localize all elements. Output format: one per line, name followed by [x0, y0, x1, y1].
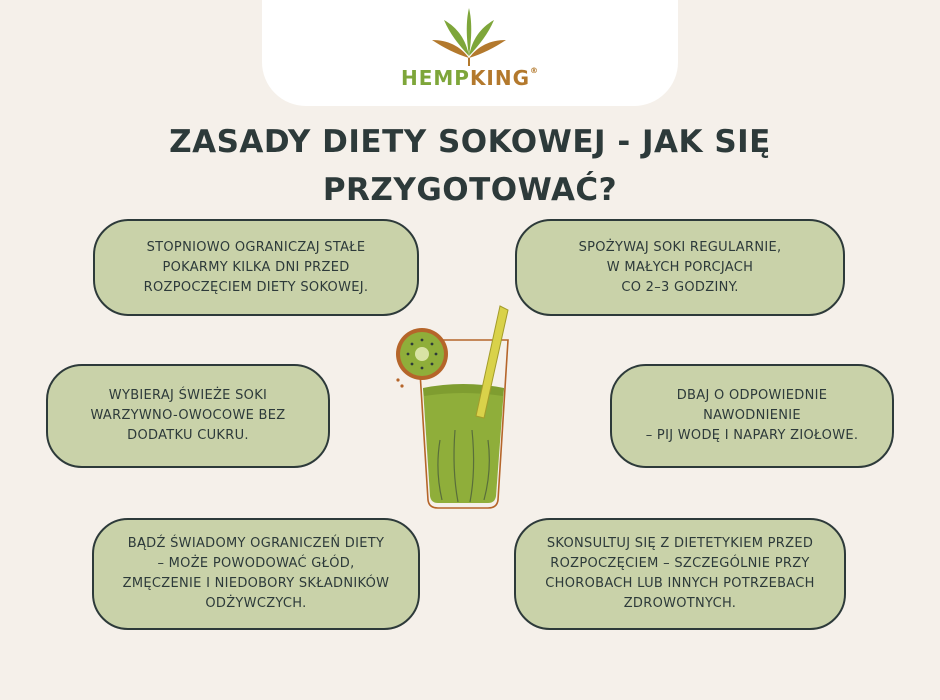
juice-glass-illustration-icon — [380, 300, 530, 510]
hemp-leaf-logo-icon — [428, 6, 510, 66]
tip-card-5: BĄDŹ ŚWIADOMY OGRANICZEŃ DIETY – MOŻE POWODOWAĆ GŁÓD, ZMĘCZENIE I NIEDOBORY SKŁADNIKÓW ODŻYWCZYCH. — [92, 518, 420, 630]
tip-card-4: DBAJ O ODPOWIEDNIE NAWODNIENIE – PIJ WODĘ I NAPARY ZIOŁOWE. — [610, 364, 894, 468]
brand-name-king: KING — [469, 66, 531, 90]
brand-logo-text — [262, 66, 678, 90]
page-title: ZASADY DIETY SOKOWEJ - JAK SIĘ PRZYGOTOWAĆ? — [169, 124, 771, 208]
brand-name-hemp: HEMP — [400, 66, 470, 90]
tip-card-2: SPOŻYWAJ SOKI REGULARNIE, W MAŁYCH PORCJACH CO 2–3 GODZINY. — [515, 219, 845, 316]
registered-mark: ® — [530, 66, 540, 75]
tip-card-1: STOPNIOWO OGRANICZAJ STAŁE POKARMY KILKA DNI PRZED ROZPOCZĘCIEM DIETY SOKOWEJ. — [93, 219, 419, 316]
tip-card-3: WYBIERAJ ŚWIEŻE SOKI WARZYWNO-OWOCOWE BEZ DODATKU CUKRU. — [46, 364, 330, 468]
tip-card-6: SKONSULTUJ SIĘ Z DIETETYKIEM PRZED ROZPOCZĘCIEM – SZCZEGÓLNIE PRZY CHOROBACH LUB INNYCH POTRZEBACH ZDROWOTNYCH. — [514, 518, 846, 630]
